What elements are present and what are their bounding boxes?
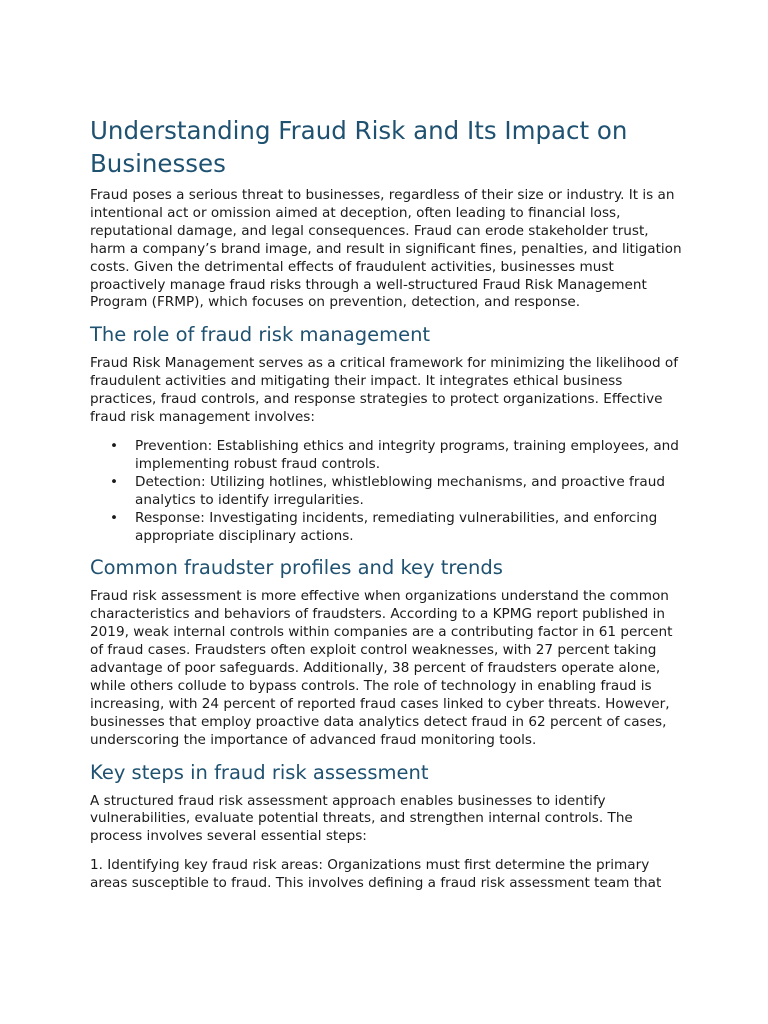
intro-paragraph: Fraud poses a serious threat to businesses, regardless of their size or industry. It is an intentional act or omission aimed at deception, often leading to financial loss, reputational damage, and legal consequences. Fraud can erode stakeholder trust, harm a company’s brand image, and result in significant fines, penalties, and litigation costs. Given the detrimental effects of fraudulent activities, businesses must proactively manage fraud risks through a well-structured Fraud Risk Management Program (FRMP), which focuses on prevention, detection, and response. <box>90 187 682 311</box>
document-page <box>90 114 682 904</box>
list-item-text: Detection: Utilizing hotlines, whistleblowing mechanisms, and proactive fraud analytics to identify irregularities. <box>135 473 665 508</box>
heading-role-of-fraud-risk-management: The role of fraud risk management <box>90 323 431 347</box>
list-item <box>90 510 682 546</box>
list-item <box>90 474 682 510</box>
list-item <box>90 438 682 474</box>
heading-fraudster-profiles: Common fraudster profiles and key trends <box>90 556 503 580</box>
role-paragraph: Fraud Risk Management serves as a critical framework for minimizing the likelihood of fraudulent activities and mitigating their impact. It integrates ethical business practices, fraud controls, and response strategies to protect organizations. Effective fraud risk management involves: <box>90 355 678 426</box>
step-1-paragraph: 1. Identifying key fraud risk areas: Organizations must first determine the primary areas susceptible to fraud. This involves defining a fraud risk assessment team that <box>90 857 662 892</box>
list-item-text: Prevention: Establishing ethics and integrity programs, training employees, and implementing robust fraud controls. <box>135 437 679 472</box>
steps-paragraph: A structured fraud risk assessment approach enables businesses to identify vulnerabilities, evaluate potential threats, and strengthen internal controls. The process involves several essential steps: <box>90 792 633 845</box>
document-title: Understanding Fraud Risk and Its Impact on Businesses <box>90 116 628 178</box>
profiles-paragraph: Fraud risk assessment is more effective when organizations understand the common characteristics and behaviors of fraudsters. According to a KPMG report published in 2019, weak internal controls within companies are a contributing factor in 61 percent of fraud cases. Fraudsters often exploit control weaknesses, with 27 percent taking advantage of poor safeguards. Additionally, 38 percent of fraudsters operate alone, while others collude to bypass controls. The role of technology in enabling fraud is increasing, with 24 percent of reported fraud cases linked to cyber threats. However, businesses that employ proactive data analytics detect fraud in 62 percent of cases, underscoring the importance of advanced fraud monitoring tools. <box>90 588 673 748</box>
list-item-text: Response: Investigating incidents, remediating vulnerabilities, and enforcing appropriate disciplinary actions. <box>135 509 658 544</box>
role-bullet-list <box>90 438 682 545</box>
bullet-icon: • <box>110 509 119 526</box>
bullet-icon: • <box>110 437 119 454</box>
heading-key-steps: Key steps in fraud risk assessment <box>90 760 429 784</box>
bullet-icon: • <box>110 473 119 490</box>
